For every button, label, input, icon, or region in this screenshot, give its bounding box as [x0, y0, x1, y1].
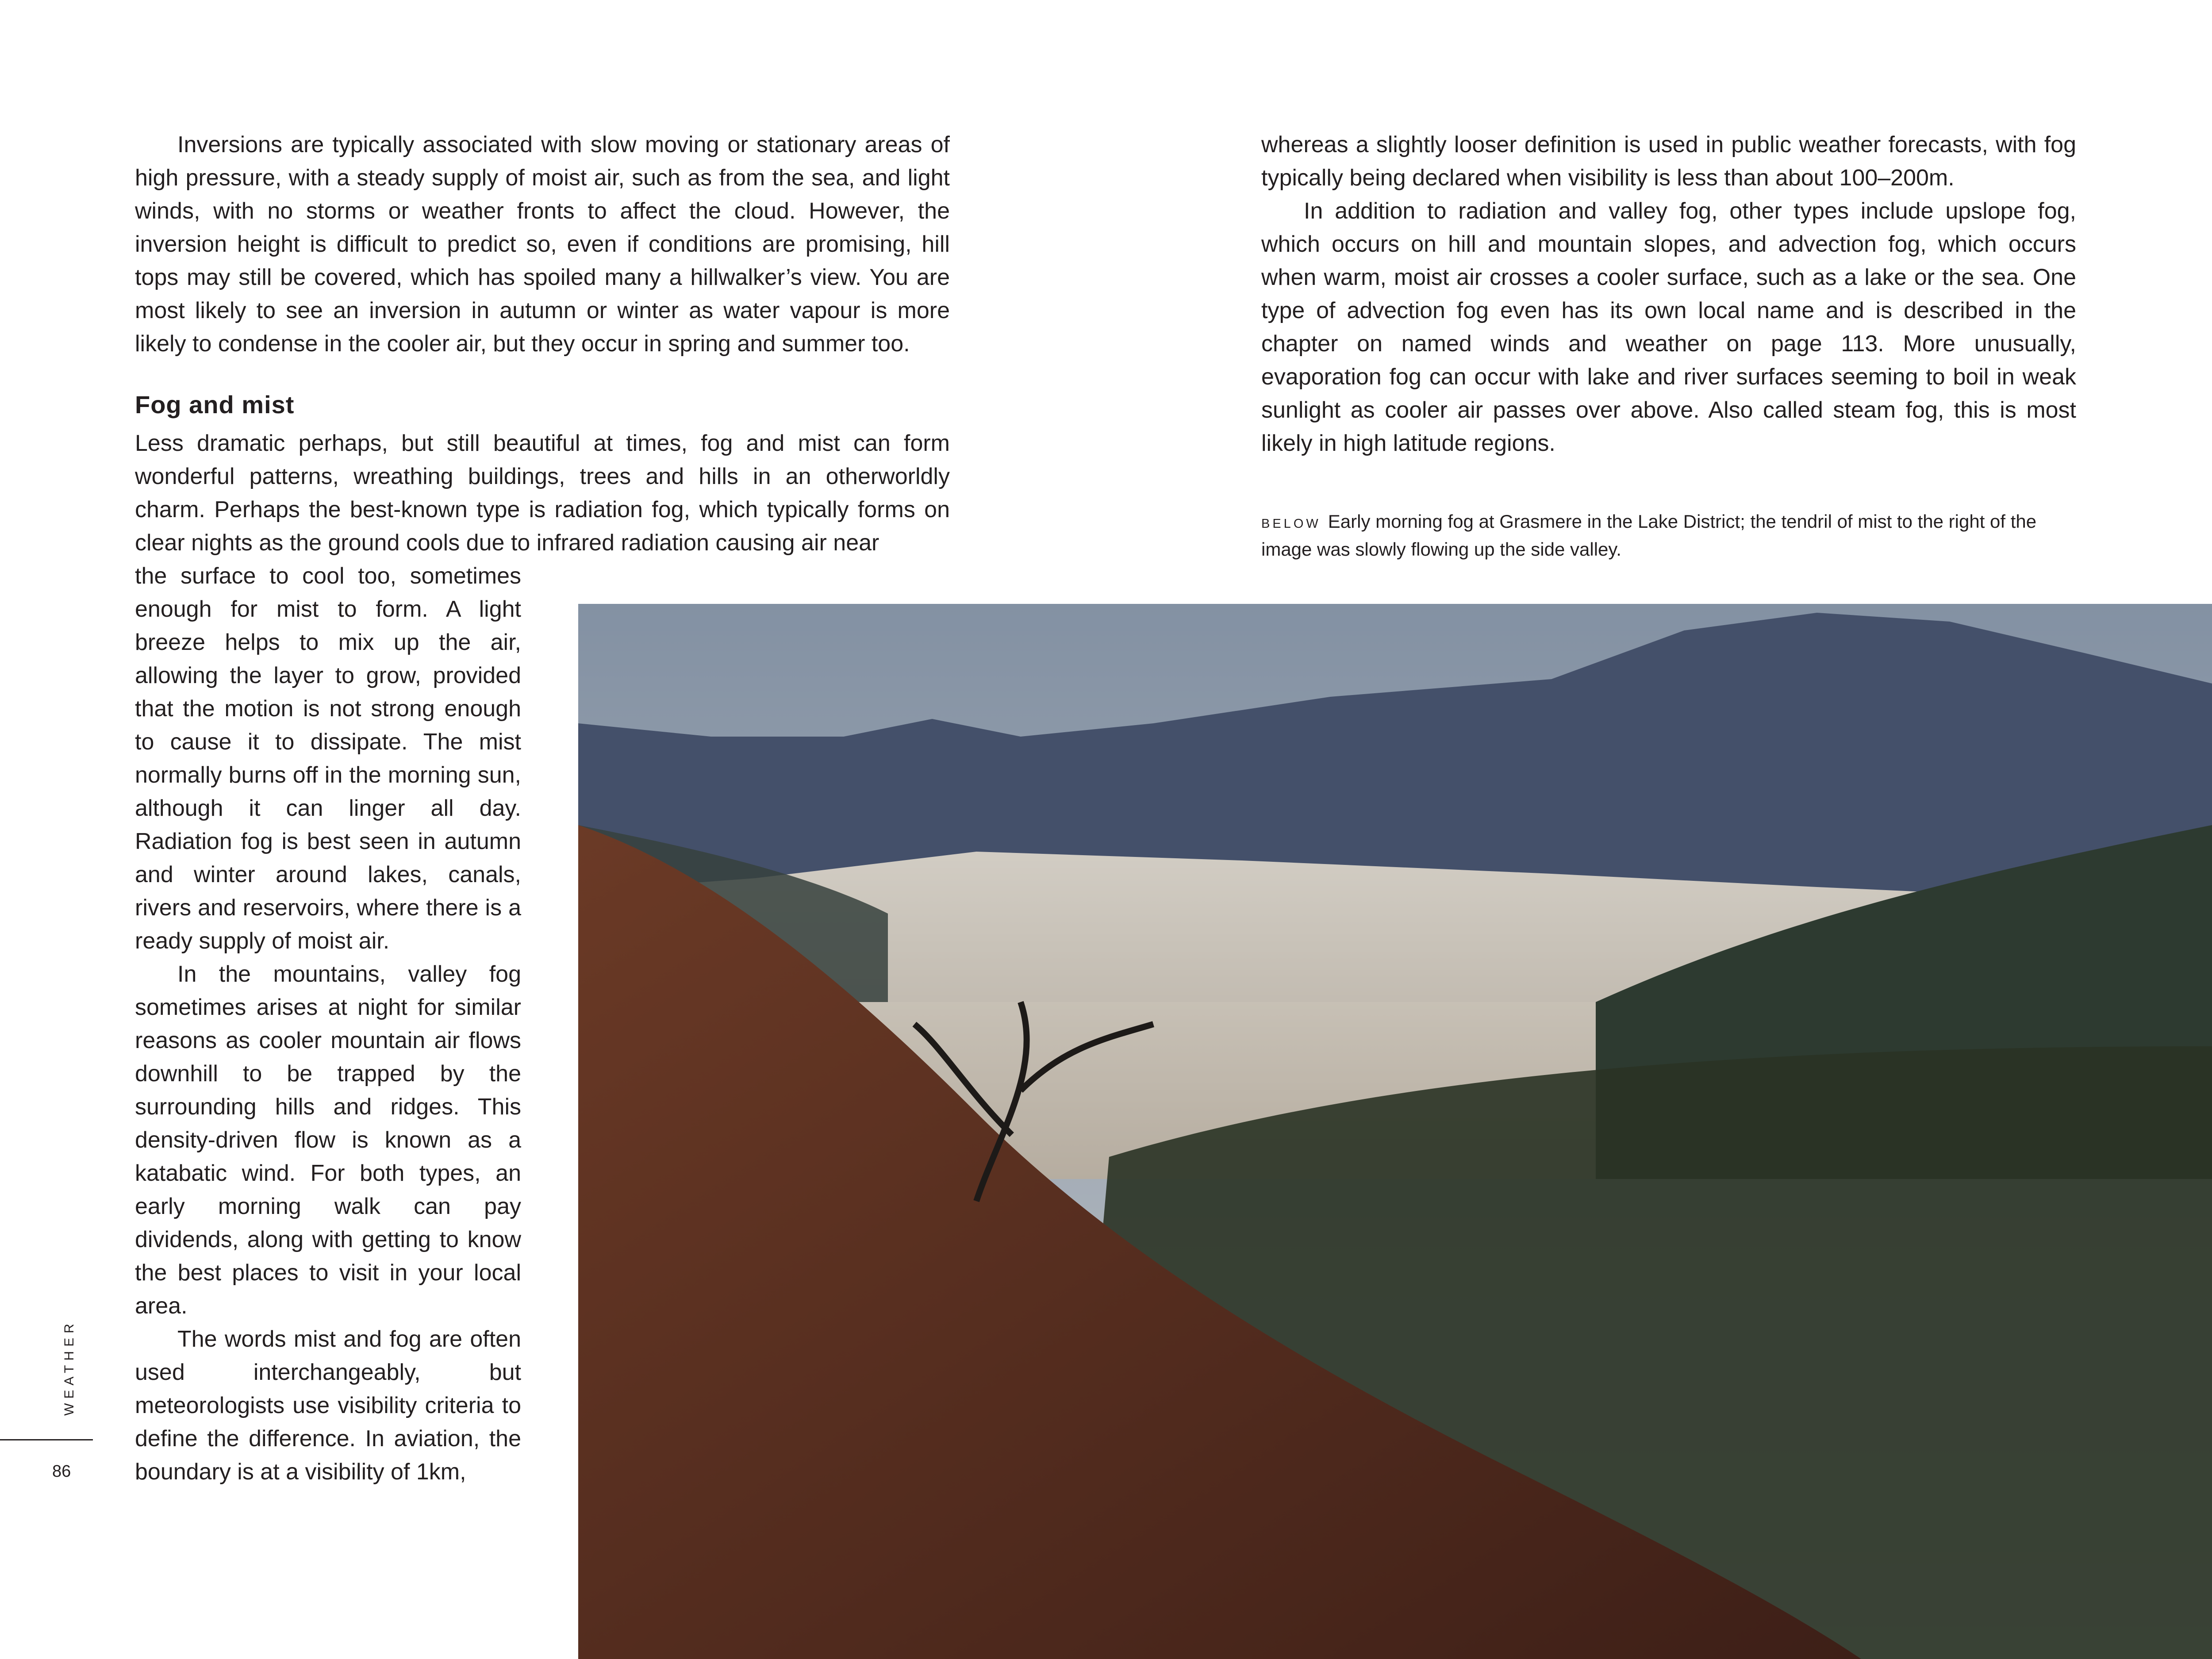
running-head-label: WEATHER: [62, 1319, 77, 1416]
fog-paragraph-narrow: the surface to cool too, sometimes enough for mist to form. A light breeze helps to mix up the air, allowing the layer to grow, provided that the motion is not strong enough to cause it to dissipate. The mist normally burns off in the morning sun, although it can linger all day. Radiation fog is best seen in autumn and winter around lakes, canals, rivers and reservoirs, where there is a ready supply of moist air.: [135, 563, 521, 954]
right-paragraph-1: whereas a slightly looser definition is used in public weather forecasts, with fog typically being declared when visibility is less than about 100–200m.: [1261, 132, 2076, 191]
inversion-paragraph: Inversions are typically associated with slow moving or stationary areas of high pressure, with a steady supply of moist air, such as from the sea, and light winds, with no storms or weather fronts to affect the cloud. However, the inversion height is difficult to predict so, even if conditions are promising, hill tops may still be covered, which has spoiled many a hillwalker’s view. You are most likely to see an inversion in autumn or winter as water vapour is more likely to condense in the cooler air, but they occur in spring and summer too.: [135, 132, 950, 357]
right-column: [1261, 128, 2076, 460]
right-paragraph-2: In addition to radiation and valley fog, other types include upslope fog, which occurs on hill and mountain slopes, and advection fog, which occurs when warm, moist air crosses a cooler surface, such as a lake or the sea. One type of advection fog even has its own local name and is described in the chapter on named winds and weather on page 113. More unusually, evaporation fog can occur with lake and river surfaces seeming to boil in weak sunlight as cooler air passes over above. Also called steam fog, this is most likely in high latitude regions.: [1261, 198, 2076, 456]
section-heading: Fog and mist: [135, 391, 295, 419]
folio-rule: [0, 1439, 93, 1440]
intro-column: [135, 128, 950, 361]
fog-paragraph-wide: Less dramatic perhaps, but still beautiful at times, fog and mist can form wonderful patterns, wreathing buildings, trees and hills in an otherworldly charm. Perhaps the best-known type is radiation fog, which typically forms on clear nights as the ground cools due to infrared radiation causing air near: [135, 430, 950, 556]
photo-caption: [1261, 509, 2058, 562]
grasmere-fog-photo: [578, 604, 2212, 1659]
mist-vs-fog-paragraph: The words mist and fog are often used interchangeably, but meteorologists use visibility criteria to define the difference. In aviation, the boundary is at a visibility of 1km,: [135, 1326, 521, 1485]
caption-kicker: BELOW: [1261, 517, 1321, 531]
fog-wide-column: [135, 427, 950, 560]
narrow-column: [135, 560, 521, 1489]
page-number: 86: [52, 1462, 71, 1481]
caption-text: Early morning fog at Grasmere in the Lake District; the tendril of mist to the right of the image was slowly flowing up the side valley.: [1261, 511, 2037, 560]
valley-fog-paragraph: In the mountains, valley fog sometimes arises at night for similar reasons as cooler mountain air flows downhill to be trapped by the surrounding hills and ridges. This density-driven flow is known as a katabatic wind. For both types, an early morning walk can pay dividends, along with getting to know the best places to visit in your local area.: [135, 961, 521, 1319]
